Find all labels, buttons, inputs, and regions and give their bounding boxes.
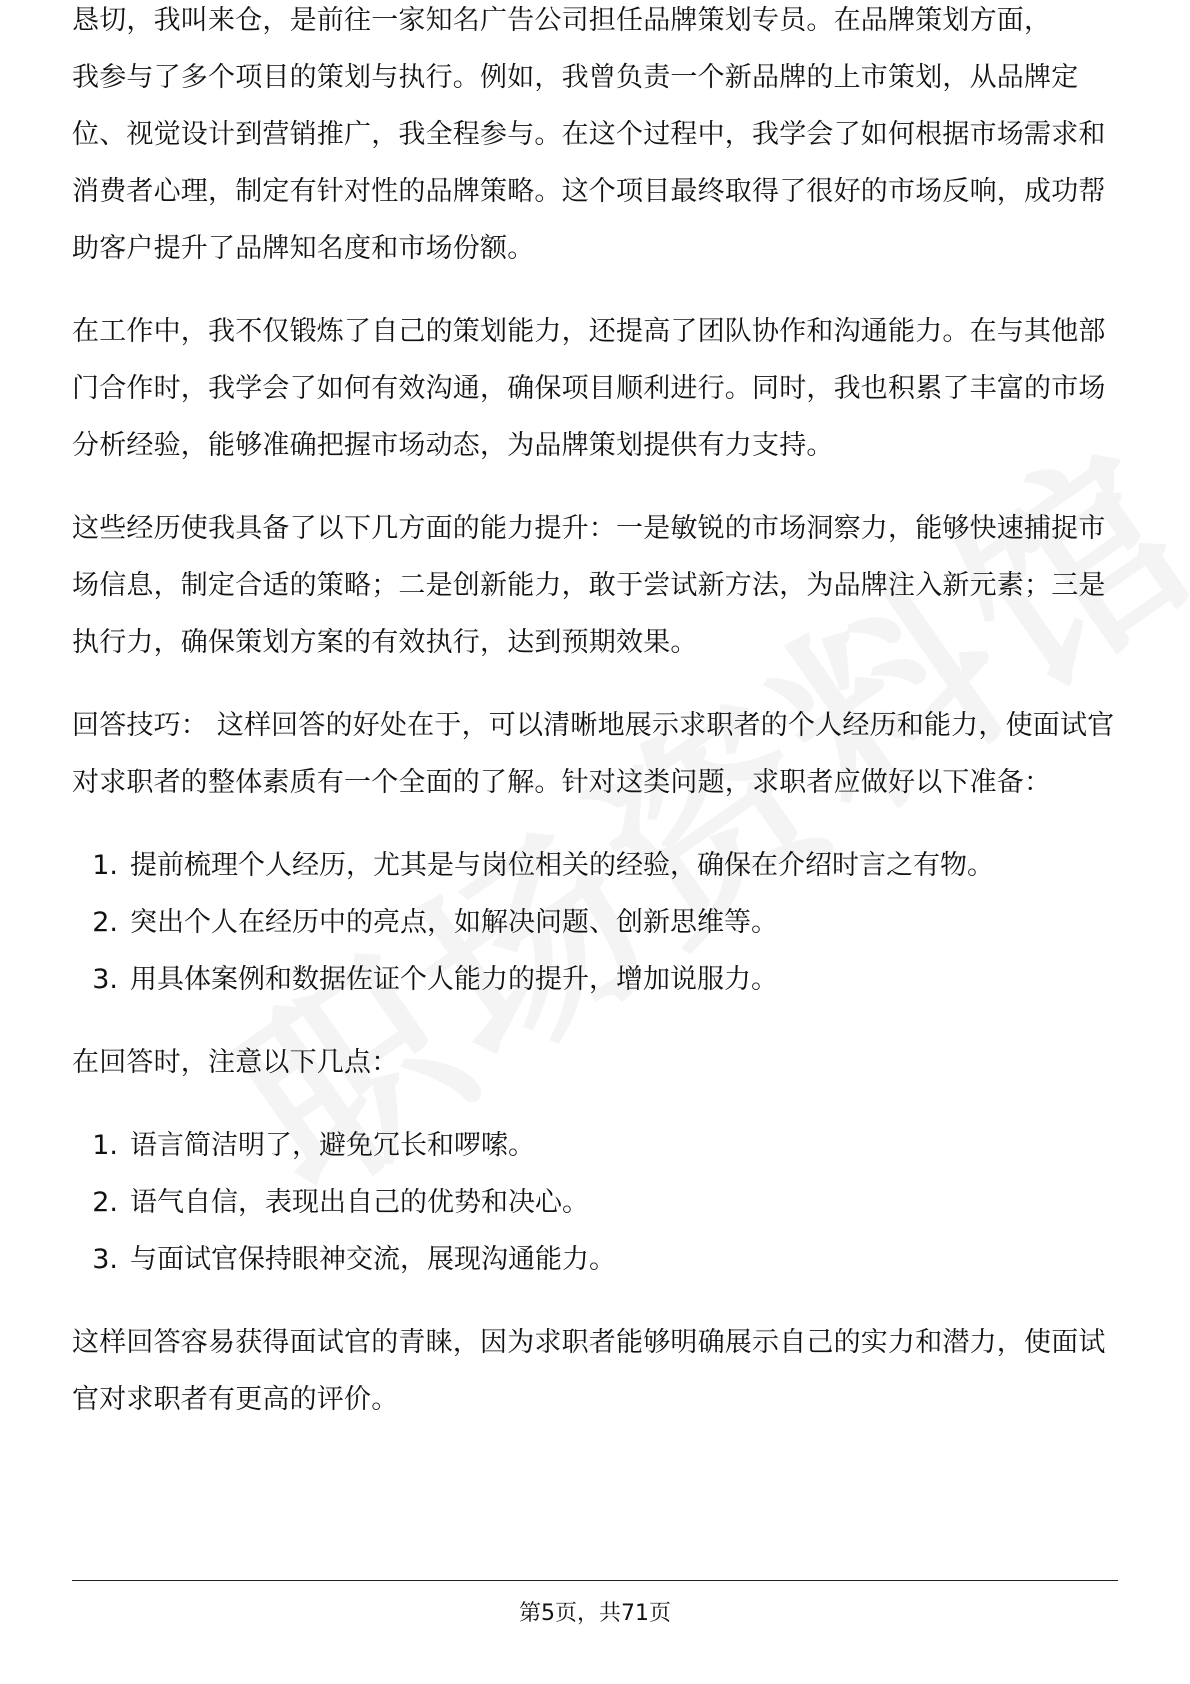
list-item — [72, 1117, 1118, 1174]
paragraph-work-skills: 在工作中，我不仅锻炼了自己的策划能力，还提高了团队协作和沟通能力。在与其他部门合作时，我学会了如何有效沟通，确保项目顺利进行。同时，我也积累了丰富的市场分析经验，能够准确把握市场动态，为品牌策划提供有力支持。 — [72, 316, 1106, 461]
list-text: 与面试官保持眼神交流，展现沟通能力。 — [130, 1244, 616, 1275]
preparation-list — [72, 837, 1118, 1008]
list-number: 2. — [92, 907, 118, 938]
paragraph-answer-tips: 回答技巧： 这样回答的好处在于，可以清晰地展示求职者的个人经历和能力，使面试官对求职者的整体素质有一个全面的了解。针对这类问题，求职者应做好以下准备： — [72, 710, 1115, 798]
document-body — [72, 5, 1118, 1454]
list-item — [72, 951, 1118, 1008]
list-number: 1. — [92, 850, 118, 881]
page-number: 第5页，共71页 — [519, 1601, 671, 1626]
footer-divider — [72, 1580, 1118, 1581]
list-number: 3. — [92, 964, 118, 995]
paragraph-abilities: 这些经历使我具备了以下几方面的能力提升：一是敏锐的市场洞察力，能够快速捕捉市场信息，制定合适的策略；二是创新能力，敢于尝试新方法，为品牌注入新元素；三是执行力，确保策划方案的有效执行，达到预期效果。 — [72, 513, 1106, 658]
list-item — [72, 837, 1118, 894]
list-number: 1. — [92, 1130, 118, 1161]
list-text: 语言简洁明了，避免冗长和啰嗦。 — [130, 1130, 535, 1161]
list-number: 3. — [92, 1244, 118, 1275]
paragraph-answer-notes: 在回答时，注意以下几点： — [72, 1047, 399, 1078]
list-text: 提前梳理个人经历，尤其是与岗位相关的经验，确保在介绍时言之有物。 — [130, 850, 994, 881]
list-text: 突出个人在经历中的亮点，如解决问题、创新思维等。 — [130, 907, 778, 938]
list-text: 语气自信，表现出自己的优势和决心。 — [130, 1187, 589, 1218]
list-number: 2. — [92, 1187, 118, 1218]
notes-list — [72, 1117, 1118, 1288]
list-text: 用具体案例和数据佐证个人能力的提升，增加说服力。 — [130, 964, 778, 995]
paragraph-closing: 这样回答容易获得面试官的青睐，因为求职者能够明确展示自己的实力和潜力，使面试官对求职者有更高的评价。 — [72, 1327, 1106, 1415]
list-item — [72, 1231, 1118, 1288]
paragraph-brand-project: 我参与了多个项目的策划与执行。例如，我曾负责一个新品牌的上市策划，从品牌定位、视觉设计到营销推广，我全程参与。在这个过程中，我学会了如何根据市场需求和消费者心理，制定有针对性的品牌策略。这个项目最终取得了很好的市场反响，成功帮助客户提升了品牌知名度和市场份额。 — [72, 62, 1106, 264]
list-item — [72, 1174, 1118, 1231]
paragraph-cut-top: 恳切，我叫来仓，是前往一家知名广告公司担任品牌策划专员。在品牌策划方面， — [72, 5, 1052, 36]
list-item — [72, 894, 1118, 951]
